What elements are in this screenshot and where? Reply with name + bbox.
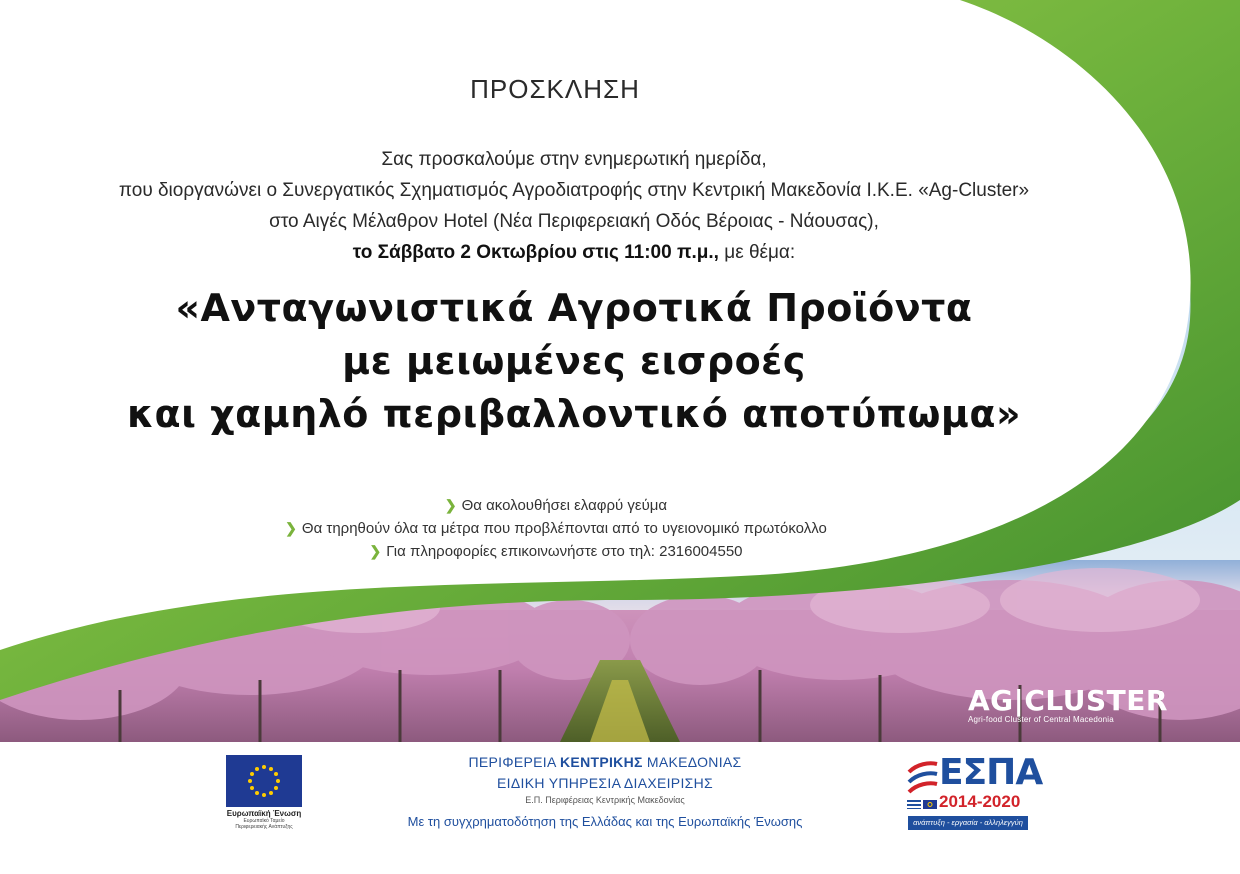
bullet-item: ❯ Για πληροφορίες επικοινωνήστε στο τηλ: 2316004550: [369, 543, 743, 560]
invitation-intro: [0, 144, 1148, 268]
eu-caption: Ευρωπαϊκή Ένωση: [226, 809, 302, 818]
footer-sponsor-text: [350, 752, 860, 833]
agcluster-logo: [968, 684, 1168, 724]
bullet-item: ❯ Θα τηρηθούν όλα τα μέτρα που προβλέπονται από το υγειονομικό πρωτόκολλο: [285, 520, 827, 537]
info-bullets: [0, 494, 1112, 563]
logo-name: AG|CLUSTER: [968, 684, 1168, 717]
region-name: ΠΕΡΙΦΕΡΕΙΑ ΚΕΝΤΡΙΚΗΣ ΜΑΚΕΔΟΝΙΑΣ: [468, 754, 742, 770]
eu-logo: [222, 755, 306, 830]
headline-line-2: με μειωμένες εισροές: [342, 339, 806, 383]
topic-lead: με θέμα:: [718, 242, 796, 263]
intro-line-1: Σας προσκαλούμε στην ενημερωτική ημερίδα,: [381, 149, 767, 170]
intro-line-3: στο Αιγές Μέλαθρον Hotel (Νέα Περιφερειακή Οδός Βέροιας - Νάουσας),: [269, 211, 879, 232]
event-date: το Σάββατο 2 Οκτωβρίου στις 11:00 π.μ.,: [352, 242, 719, 263]
espa-word: ΕΣΠΑ: [939, 752, 1043, 793]
managing-authority: ΕΙΔΙΚΗ ΥΠΗΡΕΣΙΑ ΔΙΑΧΕΙΡΙΣΗΣ: [497, 775, 713, 791]
bullet-chevron-icon: ❯: [444, 497, 457, 513]
bullet-item: ❯ Θα ακολουθήσει ελαφρύ γεύμα: [444, 497, 668, 514]
espa-years: 2014-2020: [939, 792, 1021, 811]
co-funding-note: Με τη συγχρηματοδότηση της Ελλάδας και της Ευρωπαϊκής Ένωσης: [407, 814, 803, 829]
intro-line-2: που διοργανώνει ο Συνεργατικός Σχηματισμός Αγροδιατροφής στην Κεντρική Μακεδονία Ι.Κ.Ε. «Ag-Cluster»: [118, 180, 1030, 201]
headline-line-3: και χαμηλό περιβαλλοντικό αποτύπωμα»: [126, 392, 1022, 436]
bullet-chevron-icon: ❯: [285, 520, 297, 536]
event-headline: [0, 282, 1148, 441]
bullet-chevron-icon: ❯: [369, 543, 382, 559]
logo-tagline: Agri-food Cluster of Central Macedonia: [968, 715, 1114, 724]
eu-flag-icon: [226, 755, 302, 807]
eu-fund-line-2: Περιφερειακής Ανάπτυξης: [235, 824, 293, 830]
eu-fund-line-1: Ευρωπαϊκό Ταμείο: [243, 818, 285, 824]
espa-swoosh-icon: [905, 758, 939, 818]
espa-tagline: ανάπτυξη - εργασία - αλληλεγγύη: [908, 816, 1028, 830]
invitation-title: ΠΡΟΣΚΛΗΣΗ: [470, 74, 640, 104]
intro-line-4: [0, 237, 1148, 268]
headline-line-1: «Ανταγωνιστικά Αγροτικά Προϊόντα: [175, 286, 973, 330]
operational-program: Ε.Π. Περιφέρειας Κεντρικής Μακεδονίας: [525, 795, 685, 805]
